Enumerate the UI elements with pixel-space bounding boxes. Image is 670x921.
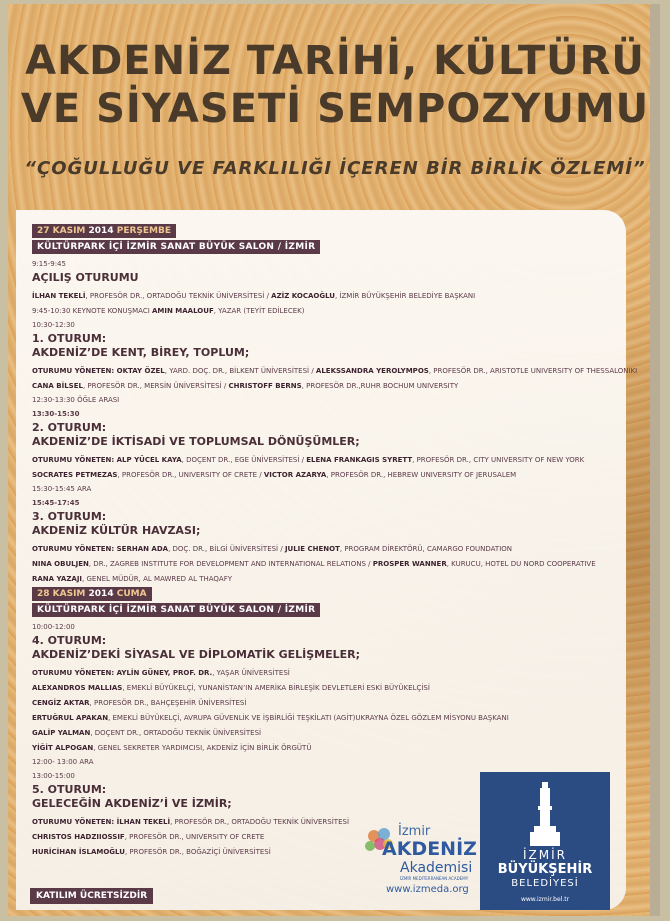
akd-url: www.izmeda.org [386, 884, 469, 895]
session4-line5: GALİP YALMAN, DOÇENT DR., ORTADOĞU TEKNİK ÜNİVERSİTESİ [32, 729, 262, 737]
session1-title: 1. OTURUM: AKDENİZ’DE KENT, BİREY, TOPLUM; [32, 332, 250, 359]
session4-line6: YİĞİT ALPOGAN, GENEL SEKRETER YARDIMCISI, AKDENİZ İÇİN BİRLİK ÖRGÜTÜ [32, 744, 312, 752]
session5-time: 13:00-15:00 [32, 772, 75, 780]
subtitle: “ÇOĞULLUĞU VE FARKLILIĞI İÇEREN BİR BİRLİK ÖZLEMİ” [24, 158, 646, 179]
akd-tagline: İZMİR MEDITERRANEAN ACADEMY [400, 876, 469, 881]
session1-time: 10:30-12:30 [32, 321, 75, 329]
session4-time: 10:00-12:00 [32, 623, 75, 631]
session2-title: 2. OTURUM: AKDENİZ’DE İKTİSADİ VE TOPLUMSAL DÖNÜŞÜMLER; [32, 421, 360, 448]
akd-akademisi-text: Akademisi [400, 860, 473, 876]
keynote: 9:45-10:30 KEYNOTE KONUŞMACI AMIN MAALOUF, YAZAR (TEYİT EDİLECEK) [32, 307, 305, 315]
opening-title: AÇILIŞ OTURUMU [32, 271, 139, 284]
session4-line3: CENGİZ AKTAR, PROFESÖR DR., BAHÇEŞEHİR ÜNİVERSİTESİ [32, 699, 247, 707]
session3-time: 15:45-17:45 [32, 499, 80, 507]
program-content [32, 224, 638, 856]
session5-line1: OTURUMU YÖNETEN: İLHAN TEKELİ, PROFESÖR DR., ORTADOĞU TEKNİK ÜNİVERSİTESİ [32, 818, 350, 826]
session3-title: 3. OTURUM: AKDENİZ KÜLTÜR HAVZASI; [32, 510, 201, 537]
session3-line1: OTURUMU YÖNETEN: SERHAN ADA, DOÇ. DR., BİLGİ ÜNİVERSİTESİ / JULIE CHENOT, PROGRAM DİREKTÖRÜ, CAMARGO FOUNDATION [32, 545, 513, 553]
bb-belediyesi-text: BELEDİYESİ [511, 878, 579, 889]
opening-time: 9:15-9:45 [32, 260, 66, 268]
session4-line1: OTURUMU YÖNETEN: AYLİN GÜNEY, PROF. DR., YAŞAR ÜNİVERSİTESİ [32, 669, 290, 677]
day1-venue: KÜLTÜRPARK İÇİ İZMİR SANAT BÜYÜK SALON / İZMİR [32, 240, 320, 254]
day2-venue: KÜLTÜRPARK İÇİ İZMİR SANAT BÜYÜK SALON / İZMİR [32, 603, 320, 617]
bb-izmir-text: İZMİR [523, 848, 567, 862]
poster-edge [650, 4, 660, 916]
session4-line4: ERTUĞRUL APAKAN, EMEKLİ BÜYÜKELÇİ, AVRUPA GÜVENLİK VE İŞBİRLİĞİ TEŞKİLATI (AGİT)UKRAYNA ÖZEL GÖZLEM MİSYONU BAŞKANI [32, 714, 509, 722]
day1-header [32, 224, 622, 254]
session2-line2: SOCRATES PETMEZAS, PROFESÖR DR., UNIVERSITY OF CRETE / VICTOR AZARYA, PROFESÖR DR., HEBREW UNIVERSITY OF JERUSALEM [32, 471, 517, 479]
session5-title: 5. OTURUM: GELECEĞİN AKDENİZ’İ VE İZMİR; [32, 783, 232, 810]
day1-date-badge [32, 224, 176, 238]
day2-lunch: 12:00- 13:00 ARA [32, 758, 94, 766]
bb-url: www.izmir.bel.tr [520, 896, 570, 903]
session5-line3: HURİCİHAN İSLAMOĞLU, PROFESÖR DR., BOĞAZİÇİ ÜNİVERSİTESİ [32, 848, 271, 856]
session3-line2: NINA OBULJEN, DR., ZAGREB INSTITUTE FOR DEVELOPMENT AND INTERNATIONAL RELATIONS / PROSPER WANNER, KURUCU, HOTEL DU NORD COOPERATIVE [32, 560, 596, 568]
session3-line3: RANA YAZAJI, GENEL MÜDÜR, AL MAWRED AL THAQAFY [32, 575, 233, 583]
day2-header [32, 587, 622, 617]
session4-title: 4. OTURUM: AKDENİZ’DEKİ SİYASAL VE DİPLOMATİK GELİŞMELER; [32, 634, 361, 661]
akd-akdeniz-text: AKDENİZ [382, 838, 477, 860]
day1-weekday: PERŞEMBE [116, 226, 172, 236]
day2-date-badge [32, 587, 152, 601]
title-line-1: AKDENİZ TARİHİ, KÜLTÜRÜ [25, 38, 645, 84]
bb-buyuksehir-text: BÜYÜKŞEHİR [497, 862, 593, 877]
akd-izmir-text: İzmir [398, 824, 431, 839]
day1-date: 27 KASIM [37, 226, 86, 236]
day2-date: 28 KASIM [37, 589, 86, 599]
session4-line2: ALEXANDROS MALLIAS, EMEKLİ BÜYÜKELÇİ, YUNANİSTAN’IN AMERİKA BİRLEŞİK DEVLETLERİ ESKİ BÜYÜKELÇİSİ [32, 684, 430, 692]
day2-year: 2014 [88, 589, 114, 599]
akdeniz-akademisi-logo [360, 822, 477, 902]
free-participation-badge: KATILIM ÜCRETSİZDİR [30, 888, 153, 904]
lunch-break: 12:30-13:30 ÖĞLE ARASI [32, 396, 120, 404]
session2-time: 13:30-15:30 [32, 410, 80, 418]
afternoon-break: 15:30-15:45 ARA [32, 485, 92, 493]
session1-line2: CANA BİLSEL, PROFESÖR DR., MERSİN ÜNİVERSİTESİ / CHRISTOFF BERNS, PROFESÖR DR.,RUHR BOCHUM UNIVERSITY [32, 382, 459, 390]
day2-weekday: CUMA [116, 589, 147, 599]
izmir-buyuksehir-logo [480, 772, 610, 910]
session1-line1: OTURUMU YÖNETEN: OKTAY ÖZEL, YARD. DOÇ. DR., BİLKENT ÜNİVERSİTESİ / ALEKSSANDRA YEROLYMPOS, PROFESÖR DR., ARISTOTLE UNIVERSITY OF THESSALONIKI [32, 367, 638, 375]
session2-line1: OTURUMU YÖNETEN: ALP YÜCEL KAYA, DOÇENT DR., EGE ÜNİVERSİTESİ / ELENA FRANKAGIS SYRETT, PROFESÖR DR., CITY UNIVERSITY OF NEW YORK [32, 456, 585, 464]
title-line-2: VE SİYASETİ SEMPOZYUMU [20, 86, 650, 132]
opening-speakers: İLHAN TEKELİ, PROFESÖR DR., ORTADOĞU TEKNİK ÜNİVERSİTESİ / AZİZ KOCAOĞLU, İZMİR BÜYÜKŞEHİR BELEDİYE BAŞKANI [32, 292, 476, 300]
clock-tower-icon [530, 782, 560, 846]
day1-year: 2014 [88, 226, 114, 236]
session5-line2: CHRISTOS HADZIIOSSIF, PROFESÖR DR., UNIVERSITY OF CRETE [32, 833, 265, 841]
